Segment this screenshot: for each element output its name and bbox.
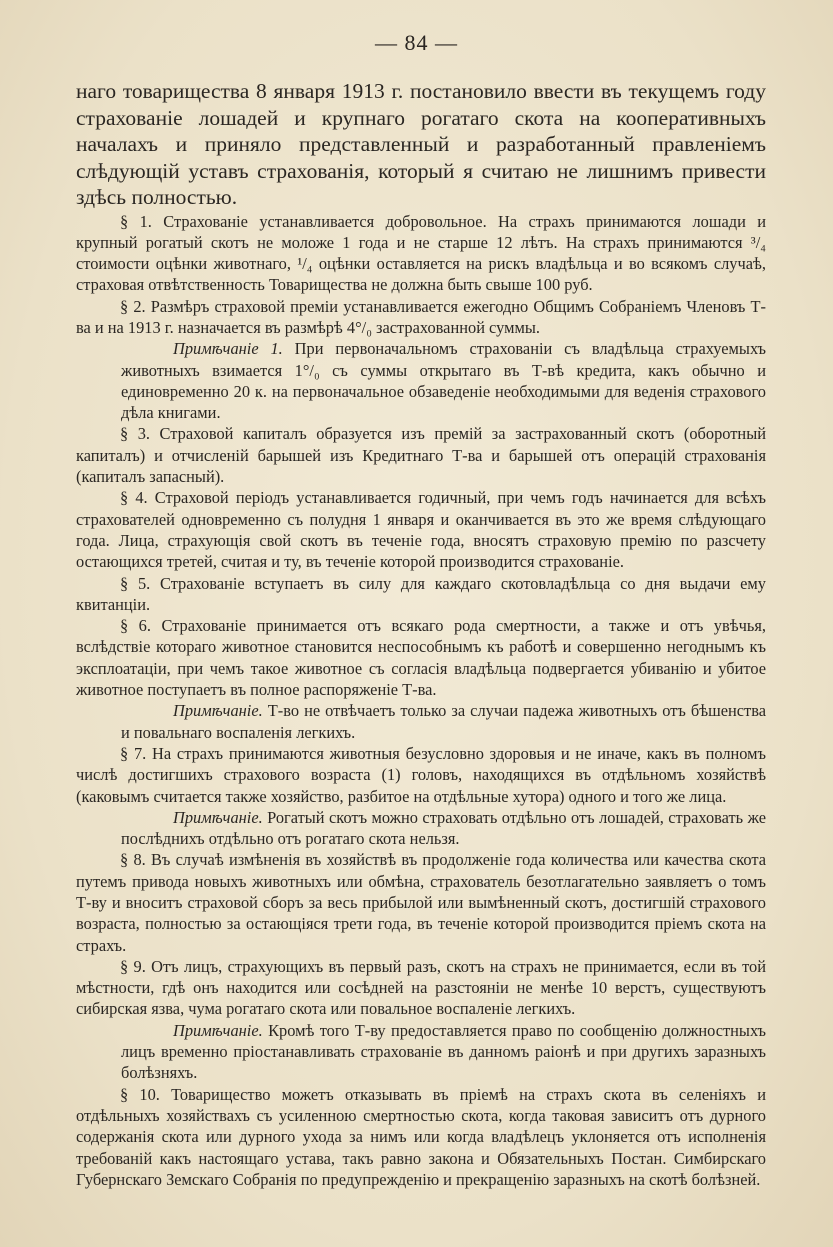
section-paragraph: § 4. Страховой періодъ устанавливается годичный, при чемъ годъ начинается для всѣхъ страхователей одновременно съ полудня 1 января и оканчивается въ это же время слѣдующаго года. Лица, страхующія свой скотъ въ теченіе года, вносятъ страховую премію по разсчету остающихся третей, считая и ту, въ теченіе которой производится страхованіе. [76, 488, 766, 572]
intro-paragraph: наго товарищества 8 января 1913 г. постановило ввести въ текущемъ году страхованіе лошадей и крупнаго рогатаго скота на кооперативныхъ началахъ и приняло представленный и разработанный правленіемъ слѣдующій уставъ страхованія, который я считаю не лишнимъ привести здѣсь полностью. [76, 79, 766, 209]
note-label: Примѣчаніе. [173, 701, 263, 721]
section-paragraph: § 2. Размѣръ страховой преміи устанавливается ежегодно Общимъ Собраніемъ Членовъ Т-ва и на 1913 г. назначается въ размѣрѣ 4°/₀ застрахованной суммы. [76, 296, 766, 337]
note-paragraph [76, 807, 766, 850]
intro-block [76, 78, 766, 211]
note-text: Рогатый скотъ можно страховать отдѣльно отъ лошадей, страховать же послѣднихъ отдѣльно отъ рогатаго скота нельзя. [121, 807, 766, 849]
note-label: Примѣчаніе. [173, 807, 263, 827]
statute-paragraphs [76, 211, 766, 1191]
note-text: Кромѣ того Т-ву предоставляется право по сообщенію должностныхъ лицъ временно пріостанавливать страхованіе въ данномъ раіонѣ и при другихъ заразныхъ болѣзняхъ. [121, 1020, 766, 1083]
section-paragraph: § 1. Страхованіе устанавливается добровольное. На страхъ принимаются лошади и крупный рогатый скотъ не моложе 1 года и не старше 12 лѣтъ. На страхъ принимаются ³/₄ стоимости оцѣнки животнаго, ¹/₄ оцѣнки оставляется на рискъ владѣльца и во всякомъ случаѣ, страховая отвѣтственность Товарищества не должна быть свыше 100 руб. [76, 211, 766, 295]
note-paragraph [76, 700, 766, 743]
section-paragraph: § 5. Страхованіе вступаетъ въ силу для каждаго скотовладѣльца со дня выдачи ему квитанціи. [76, 573, 766, 614]
section-paragraph: § 7. На страхъ принимаются животныя безусловно здоровыя и не иначе, какъ въ полномъ числѣ достигшихъ страхового возраста (1) головъ, находящихся въ отдѣльномъ хозяйствѣ (каковымъ считается также хозяйство, разбитое на отдѣльные хутора) одного и того же лица. [76, 743, 766, 806]
section-paragraph: § 3. Страховой капиталъ образуется изъ премій за застрахованный скотъ (оборотный капиталъ) и отчисленій барышей изъ Кредитнаго Т-ва и барышей отъ операцій страхованія (капиталъ запасный). [76, 424, 766, 487]
page-body [76, 78, 766, 1190]
note-label: Примѣчаніе. [173, 1020, 263, 1040]
section-paragraph: § 6. Страхованіе принимается отъ всякаго рода смертности, а также и отъ увѣчья, вслѣдствіе котораго животное становится неспособнымъ къ работѣ и совершенно негоднымъ къ эксплоатаціи, при чемъ такое животное съ согласія владѣльца подвергается убиванію и убитое животное поступаетъ въ полное распоряженіе Т-ва. [76, 616, 766, 700]
note-paragraph [76, 338, 766, 423]
note-text: Т-во не отвѣчаетъ только за случаи падежа животныхъ отъ бѣшенства и повальнаго воспаленія легкихъ. [121, 701, 766, 742]
page-number: — 84 — [375, 30, 458, 55]
section-paragraph: § 8. Въ случаѣ измѣненія въ хозяйствѣ въ продолженіе года количества или качества скота путемъ привода новыхъ животныхъ или обмѣна, страхователь безотлагательно заявляетъ о томъ Т-ву и вноситъ страховой сборъ за весь прибылой или вымѣненный скотъ, достигшій страхового возраста, полностью за остающіяся трети года, въ теченіе которой производится пріемъ скота на страхъ. [76, 850, 766, 955]
section-paragraph: § 10. Товарищество можетъ отказывать въ пріемѣ на страхъ скота въ селеніяхъ и отдѣльныхъ хозяйствахъ съ усиленною смертностью скота, когда таковая зависитъ отъ дурного содержанія скота или дурного ухода за нимъ или когда владѣлецъ уклоняется отъ исполненія требованій какъ настоящаго устава, такъ равно закона и Обязательныхъ Постан. Симбирскаго Губернскаго Земскаго Собранія по предупрежденію и прекращенію заразныхъ на скотѣ болѣзней. [76, 1084, 766, 1189]
note-text: При первоначальномъ страхованіи съ владѣльца страхуемыхъ животныхъ взимается 1°/₀ съ суммы открытаго въ Т-вѣ кредита, какъ обычно и единовременно 20 к. на первоначальное обзаведеніе необходимыми для веденія страхового дѣла книгами. [121, 339, 766, 423]
note-paragraph [76, 1020, 766, 1084]
note-label: Примѣчаніе 1. [173, 339, 283, 359]
section-paragraph: § 9. Отъ лицъ, страхующихъ въ первый разъ, скотъ на страхъ не принимается, если въ той мѣстности, гдѣ онъ находится или сосѣдней на разстояніи не менѣе 10 верстъ, существуютъ сибирская язва, чума рогатаго скота или повальное воспаленіе легкихъ. [76, 956, 766, 1019]
